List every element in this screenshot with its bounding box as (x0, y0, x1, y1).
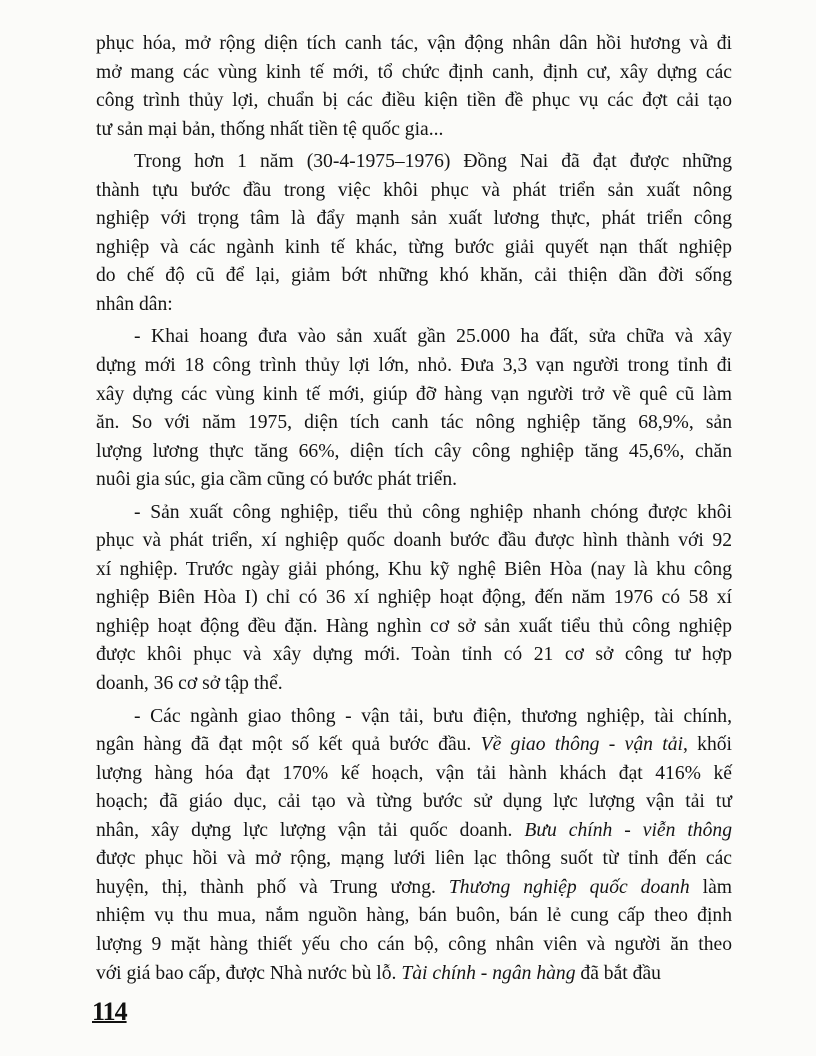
text-line: nhân dân: (96, 293, 173, 315)
text-line: phục và phát triển, xí nghiệp quốc doanh bước đầu được hình thành với 92 (96, 530, 732, 552)
text-line: xây dựng các vùng kinh tế mới, giúp đỡ hàng vạn người trở về quê cũ làm (96, 383, 732, 405)
text-line: công trình thủy lợi, chuẩn bị các điều kiện tiền đề phục vụ các đợt cải tạo (96, 90, 732, 112)
paragraph-4 (96, 499, 732, 699)
paragraph-5 (96, 703, 732, 988)
text-line: Trong hơn 1 năm (30-4-1975–1976) Đồng Nai đã đạt được những (134, 151, 732, 173)
page-number: 114 (92, 997, 127, 1026)
paragraph-1 (96, 30, 732, 144)
text-line: dựng mới 18 công trình thủy lợi lớn, nhỏ. Đưa 3,3 vạn người trong tỉnh đi (96, 355, 732, 377)
italic-phrase: Bưu chính - viễn thông (524, 819, 732, 841)
paragraph-2 (96, 148, 732, 319)
text-line: - Sản xuất công nghiệp, tiểu thủ công nghiệp nhanh chóng được khôi (134, 501, 732, 523)
text-line: nhiệm vụ thu mua, nắm nguồn hàng, bán buôn, bán lẻ cung cấp theo định (96, 905, 732, 927)
text-line: ngân hàng đã đạt một số kết quả bước đầu. Về giao thông - vận tải, khối (96, 734, 732, 756)
text-line: nghiệp Biên Hòa I) chỉ có 36 xí nghiệp hoạt động, đến năm 1976 có 58 xí (96, 587, 732, 609)
italic-phrase: Về giao thông - vận tải (480, 734, 683, 756)
text-line: nghiệp hoạt động đều đặn. Hàng nghìn cơ sở sản xuất tiểu thủ công nghiệp (96, 615, 732, 637)
text-line: hoạch; đã giáo dục, cải tạo và từng bước sử dụng lực lượng vận tải tư (96, 791, 732, 813)
text-line: - Khai hoang đưa vào sản xuất gần 25.000 ha đất, sửa chữa và xây (134, 326, 732, 348)
text-line: được phục hồi và mở rộng, mạng lưới liên lạc thông suốt từ tỉnh đến các (96, 848, 732, 870)
text-line: lượng 9 mặt hàng thiết yếu cho cán bộ, công nhân viên và người ăn theo (96, 933, 732, 955)
text-line: lượng hàng hóa đạt 170% kế hoạch, vận tải hành khách đạt 416% kế (96, 762, 732, 784)
page-body (96, 30, 732, 988)
text-line: nghiệp và các ngành kinh tế khác, từng bước giải quyết nạn thất nghiệp (96, 236, 732, 258)
italic-phrase: Tài chính - ngân hàng (401, 962, 576, 984)
text-line: doanh, 36 cơ sở tập thể. (96, 673, 283, 695)
text-line: do chế độ cũ để lại, giảm bớt những khó khăn, cải thiện dần đời sống (96, 265, 732, 287)
text-line: ăn. So với năm 1975, diện tích canh tác nông nghiệp tăng 68,9%, sản (96, 412, 732, 434)
text-line: tư sản mại bản, thống nhất tiền tệ quốc gia... (96, 118, 444, 140)
text-line: thành tựu bước đầu trong việc khôi phục và phát triển sản xuất nông (96, 179, 732, 201)
text-line: nhân, xây dựng lực lượng vận tải quốc doanh. Bưu chính - viễn thông (96, 819, 732, 841)
text-line: nghiệp với trọng tâm là đẩy mạnh sản xuất lương thực, phát triển công (96, 208, 732, 230)
text-line: phục hóa, mở rộng diện tích canh tác, vận động nhân dân hồi hương và đi (96, 33, 732, 54)
text-line: được khôi phục và xây dựng mới. Toàn tỉnh có 21 cơ sở công tư hợp (96, 644, 732, 666)
text-line: mở mang các vùng kinh tế mới, tổ chức định canh, định cư, xây dựng các (96, 61, 732, 83)
text-line: - Các ngành giao thông - vận tải, bưu điện, thương nghiệp, tài chính, (134, 705, 732, 727)
text-line: huyện, thị, thành phố và Trung ương. Thương nghiệp quốc doanh làm (96, 876, 733, 898)
paragraph-3 (96, 323, 732, 494)
text-line: lượng lương thực tăng 66%, diện tích cây công nghiệp tăng 45,6%, chăn (96, 440, 732, 462)
text-line: nuôi gia súc, gia cầm cũng có bước phát triển. (96, 469, 458, 491)
italic-phrase: Thương nghiệp quốc doanh (448, 876, 690, 898)
text-line: với giá bao cấp, được Nhà nước bù lỗ. Tài chính - ngân hàng đã bắt đầu (96, 962, 661, 984)
text-line: xí nghiệp. Trước ngày giải phóng, Khu kỹ nghệ Biên Hòa (nay là khu công (96, 558, 732, 580)
